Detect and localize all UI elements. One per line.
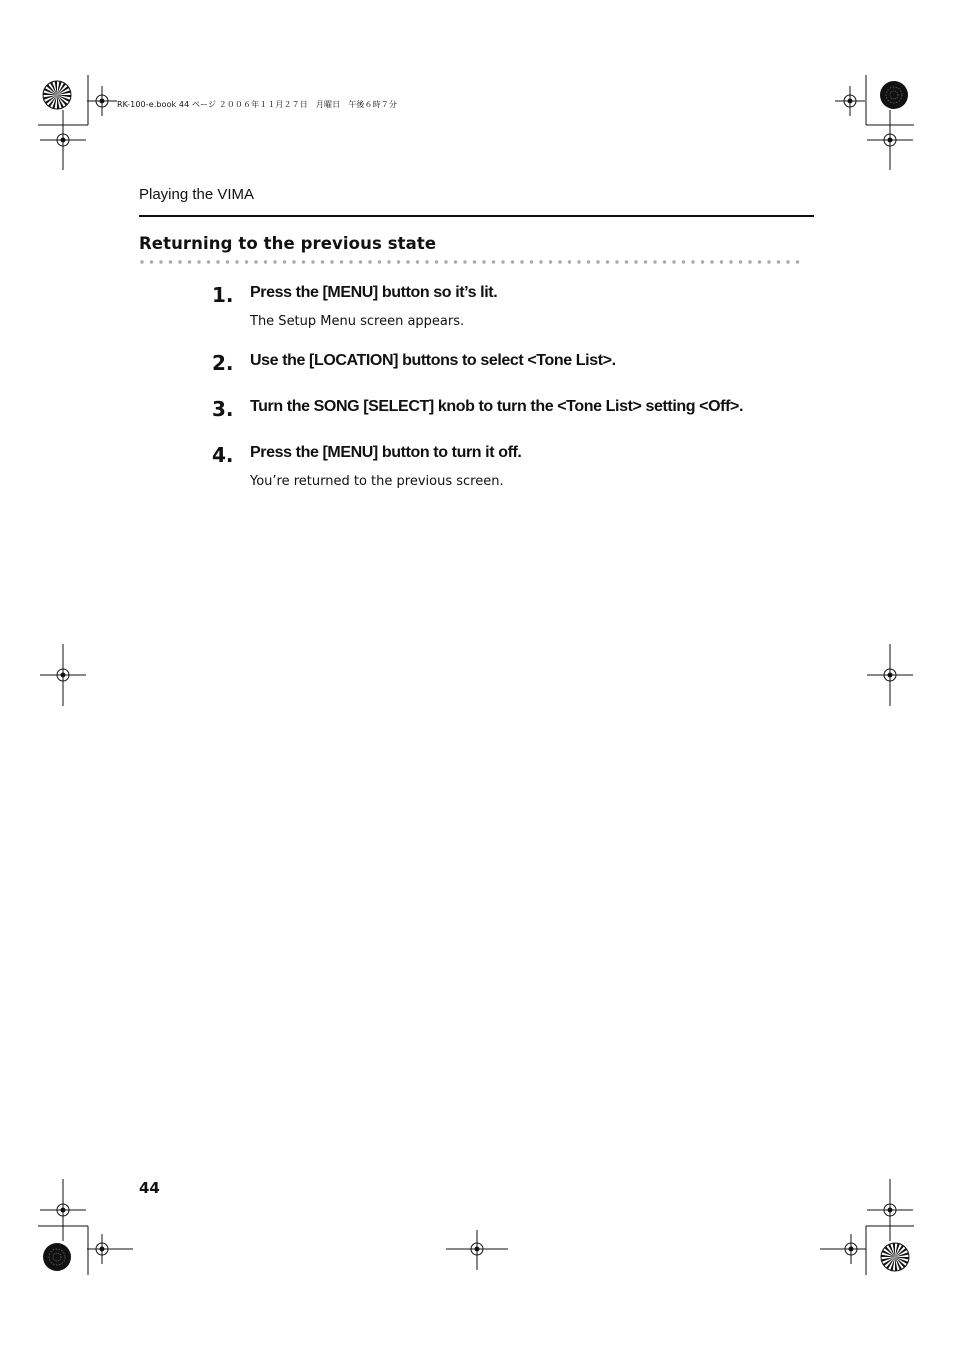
- registration-mark-bottom-right: [820, 1234, 866, 1264]
- step-number: 4.: [212, 443, 234, 467]
- star-target-top-left: [42, 80, 72, 110]
- registration-mark-bottom-left: [87, 1234, 133, 1264]
- header-rule: [139, 215, 814, 217]
- registration-mark-top-left: [87, 86, 117, 116]
- registration-mark-bottom-center: [446, 1230, 508, 1270]
- step-instruction: Turn the SONG [SELECT] knob to turn the <Tone List> setting <Off>.: [250, 398, 744, 415]
- step-note: You’re returned to the previous screen.: [250, 474, 504, 489]
- step-note: The Setup Menu screen appears.: [250, 314, 465, 329]
- registration-mark-right-middle: [867, 644, 913, 706]
- registration-mark-right-upper: [867, 110, 913, 170]
- step-instruction: Press the [MENU] button so it’s lit.: [250, 284, 498, 301]
- running-header: Playing the VIMA: [139, 186, 255, 203]
- registration-mark-left-lower: [40, 1179, 86, 1241]
- step-instruction: Use the [LOCATION] buttons to select <Tone List>.: [250, 352, 616, 369]
- registration-mark-left-middle: [40, 644, 86, 706]
- page-number: 44: [139, 1179, 160, 1197]
- step-number: 3.: [212, 397, 234, 421]
- step-instruction: Press the [MENU] button to turn it off.: [250, 444, 522, 461]
- step-number: 2.: [212, 351, 234, 375]
- star-target-bottom-right: [880, 1242, 910, 1272]
- file-info: RK-100-e.book 44 ページ ２００６年１１月２７日 月曜日 午後６時７分: [117, 100, 397, 109]
- dotted-separator: [140, 259, 805, 265]
- solid-target-top-right: [879, 80, 909, 110]
- registration-mark-right-lower: [867, 1179, 913, 1241]
- solid-target-bottom-left: [42, 1242, 72, 1272]
- registration-mark-top-right: [835, 86, 865, 116]
- section-title: Returning to the previous state: [139, 234, 437, 253]
- step-number: 1.: [212, 283, 234, 307]
- registration-mark-left-upper: [40, 110, 86, 170]
